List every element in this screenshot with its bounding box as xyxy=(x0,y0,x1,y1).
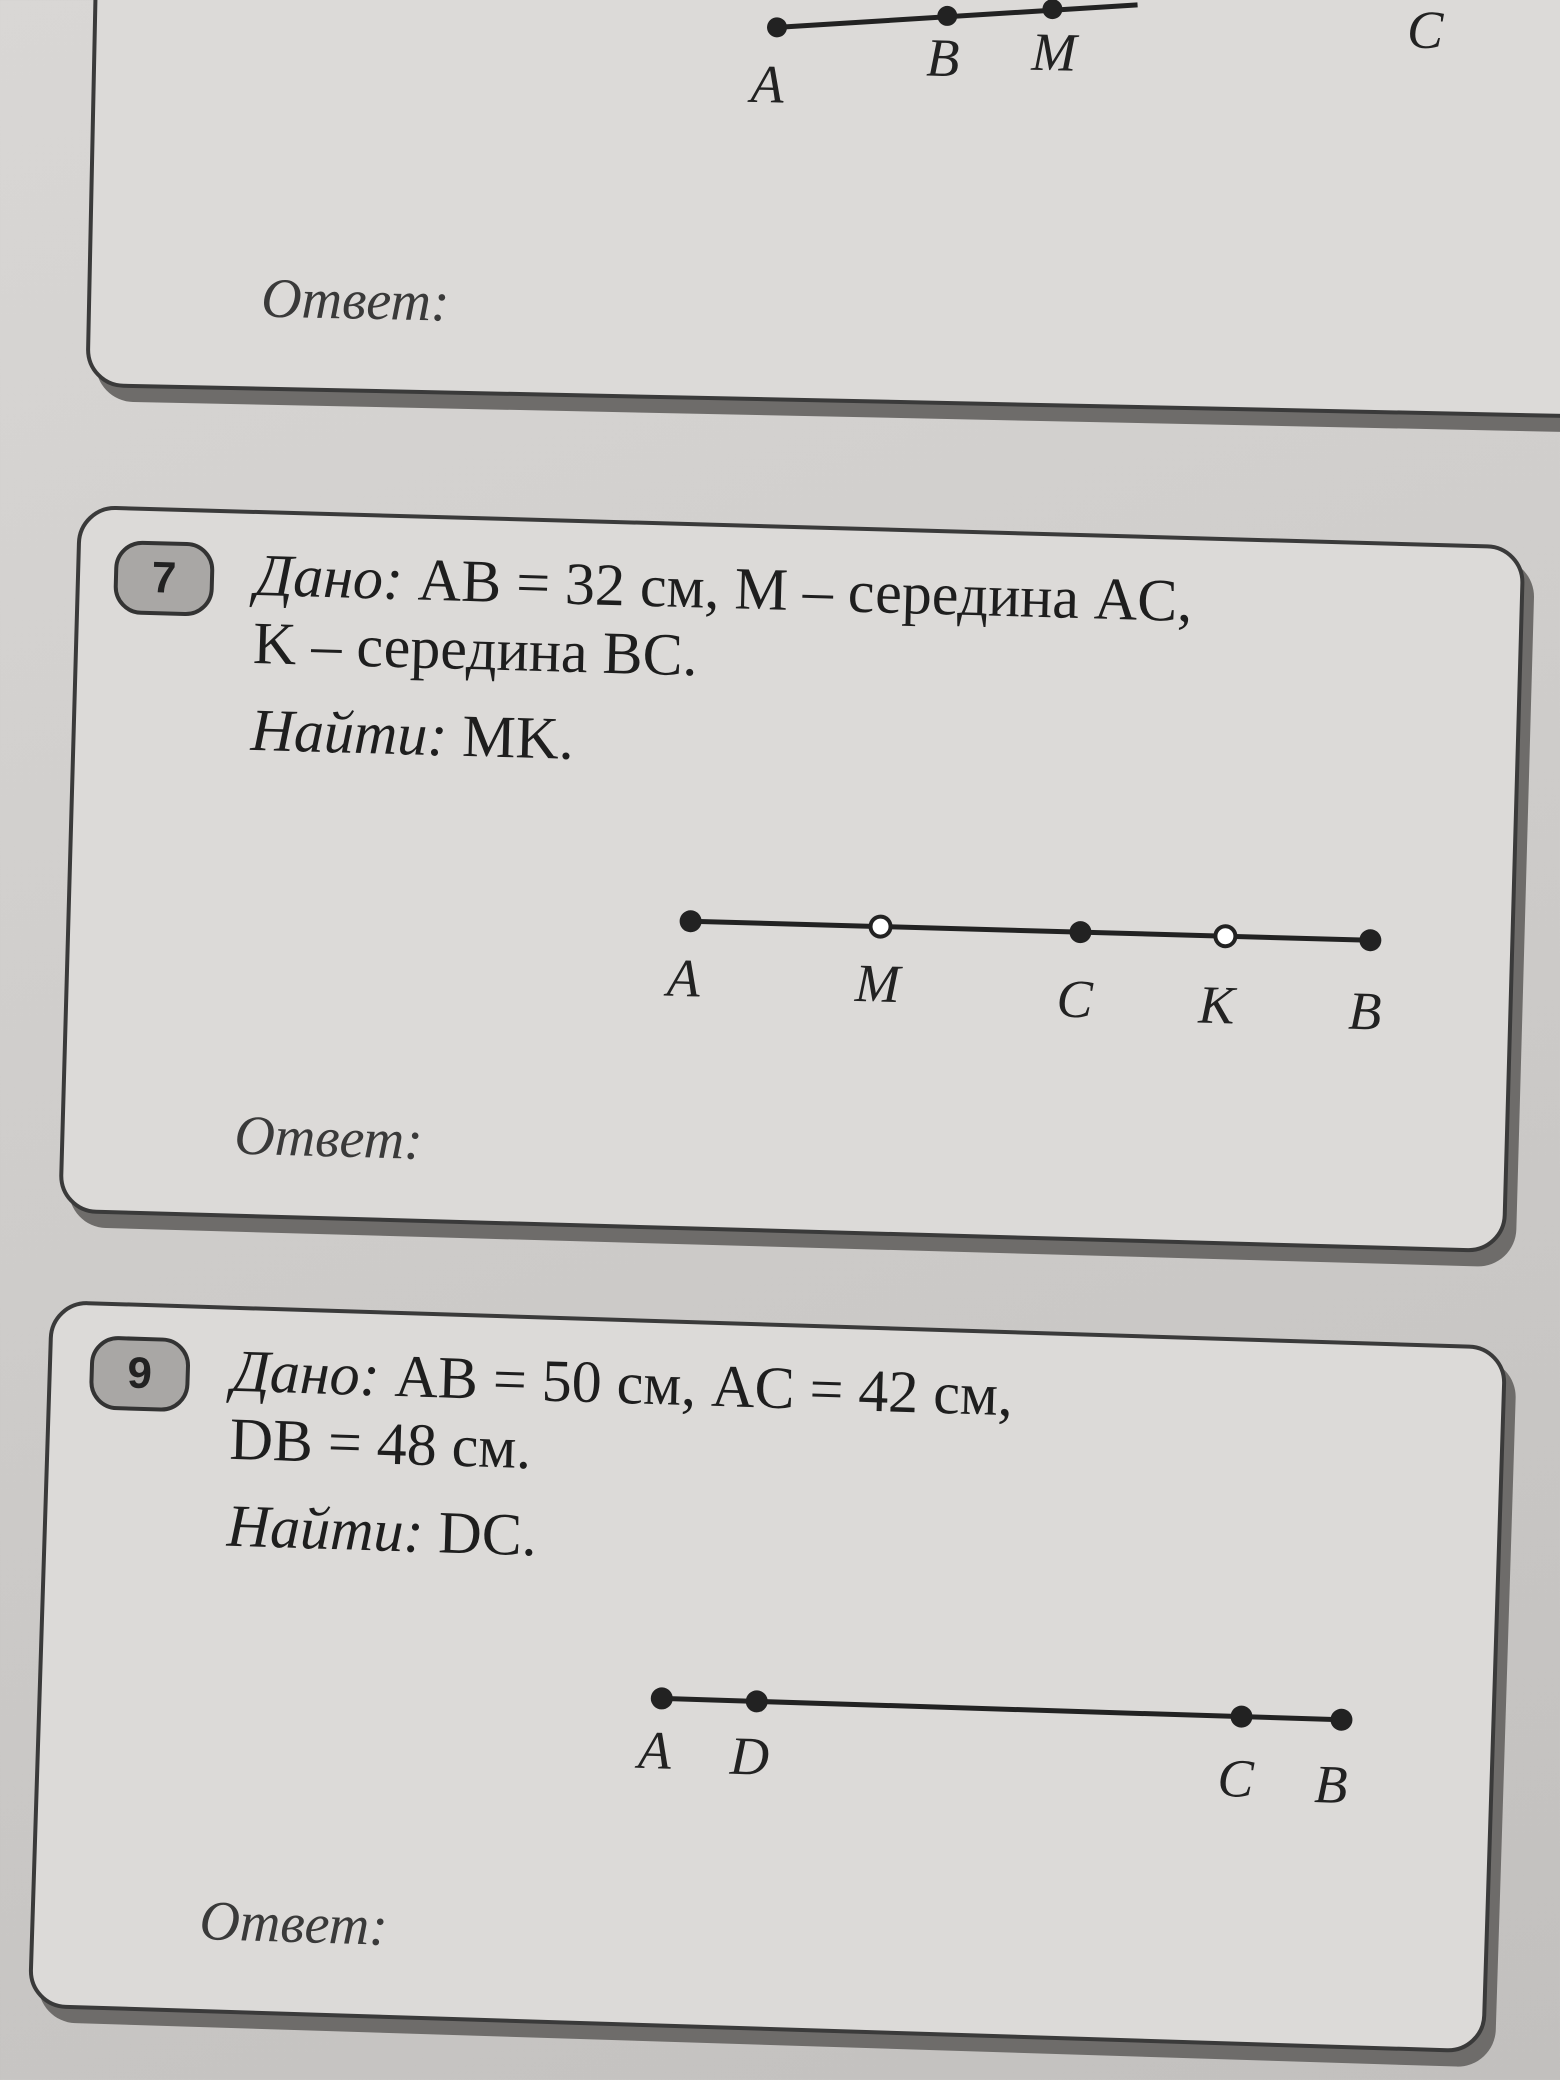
point-label-b: B xyxy=(925,27,961,89)
point-d-dot xyxy=(745,1690,768,1713)
find-line xyxy=(250,689,575,780)
find-line xyxy=(226,1485,538,1577)
point-b-dot xyxy=(937,6,957,26)
point-m-dot xyxy=(870,916,891,937)
find-label: Найти: xyxy=(225,1492,425,1565)
point-label-c: C xyxy=(1055,968,1094,1030)
given-line-2: DB = 48 см. xyxy=(228,1405,533,1482)
point-label-c: C xyxy=(1406,0,1444,61)
answer-label: Ответ: xyxy=(233,1104,424,1172)
point-label-m: M xyxy=(1030,21,1078,83)
point-k-dot xyxy=(1215,926,1236,947)
point-label-k: K xyxy=(1197,974,1236,1036)
segment-line xyxy=(691,921,1371,940)
answer-label: Ответ: xyxy=(198,1890,389,1958)
task-card-7 xyxy=(58,505,1525,1253)
task-card-top xyxy=(85,0,1560,419)
task-card-9 xyxy=(28,1300,1508,2053)
point-b-dot xyxy=(1359,929,1382,952)
task-number-badge: 7 xyxy=(113,540,215,617)
point-label-m: M xyxy=(854,952,901,1015)
point-label-a: A xyxy=(750,53,785,115)
find-value: MK. xyxy=(461,702,575,772)
point-label-a: A xyxy=(666,947,701,1009)
point-a-dot xyxy=(679,910,702,933)
point-label-d: D xyxy=(729,1725,770,1787)
point-label-b: B xyxy=(1347,980,1383,1042)
point-label-b: B xyxy=(1313,1753,1349,1815)
point-c-dot xyxy=(1069,921,1092,944)
point-c-dot xyxy=(1230,1705,1253,1728)
answer-label: Ответ: xyxy=(260,267,451,334)
given-values: AB = 32 см, M – середина AC, xyxy=(417,546,1194,635)
given-line-2: K – середина BC. xyxy=(252,609,699,689)
point-m-dot xyxy=(1042,0,1062,19)
given-label: Дано: xyxy=(230,1337,381,1409)
find-label: Найти: xyxy=(249,696,449,769)
point-label-c: C xyxy=(1216,1747,1255,1810)
given-label: Дано: xyxy=(254,541,404,613)
task-number-badge: 9 xyxy=(89,1335,191,1412)
point-label-a: A xyxy=(637,1719,673,1781)
point-b-dot xyxy=(1330,1708,1353,1731)
find-value: DC. xyxy=(437,1499,538,1569)
point-a-dot xyxy=(650,1687,673,1710)
point-a-dot xyxy=(767,17,787,37)
given-values: AB = 50 см, AC = 42 см, xyxy=(393,1342,1015,1429)
